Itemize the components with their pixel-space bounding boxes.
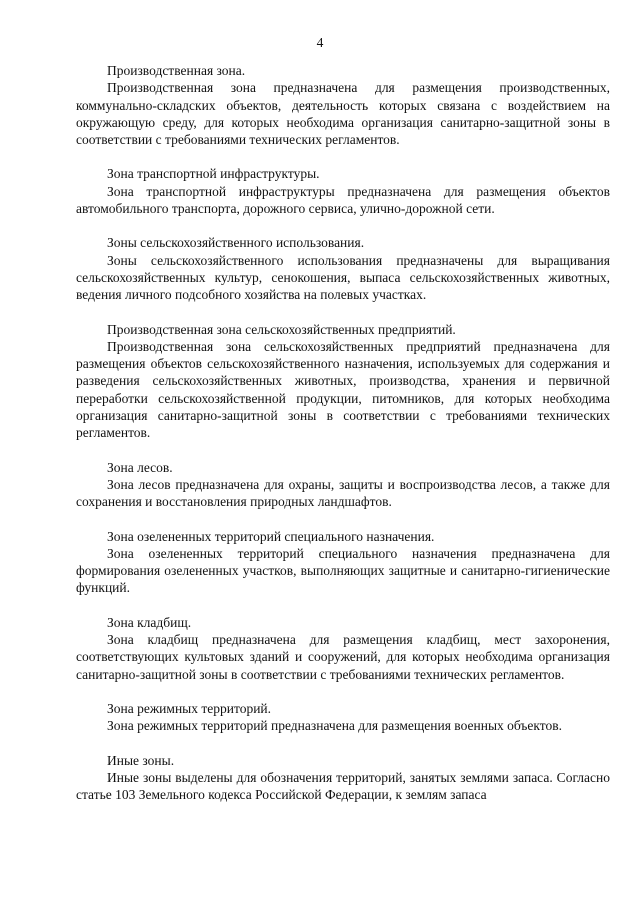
section-text: Зона транспортной инфраструктуры предназначена для размещения объектов автомобильного транспорта, дорожного сервиса, улично-дорожной сети.: [76, 183, 610, 217]
section-heading: Зона озелененных территорий специального назначения.: [107, 528, 435, 544]
section-heading: Зоны сельскохозяйственного использования.: [107, 235, 365, 251]
section-heading: Зона лесов.: [107, 459, 173, 475]
section-text: Зона озелененных территорий специального назначения предназначена для формирования озелененных участков, выполняющих защитные и санитарно-гигиенические функций.: [76, 545, 610, 596]
section-heading: Зона кладбищ.: [107, 614, 192, 630]
section-green-zone: [76, 528, 610, 597]
section-restricted-zone: [76, 700, 610, 735]
section-text: Производственная зона сельскохозяйственных предприятий предназначена для размещения объектов сельскохозяйственного назначения, используемых для содержания и разведения сельскохозяйственных животных, производства, хранения и первичной переработки сельскохозяйственной продукции, питомников, для которых необходима организация санитарно-защитной зоны в соответствии с требованиями технических регламентов.: [76, 338, 610, 441]
section-cemetery-zone: [76, 614, 610, 683]
section-heading: Производственная зона.: [107, 63, 246, 78]
section-text: Зона режимных территорий предназначена для размещения военных объектов.: [107, 718, 562, 734]
section-heading: Зона режимных территорий.: [107, 700, 272, 716]
section-forest-zone: [76, 459, 610, 511]
section-heading: Производственная зона сельскохозяйственных предприятий.: [107, 321, 456, 337]
section-text: Зоны сельскохозяйственного использования предназначены для выращивания сельскохозяйственных культур, сенокошения, выпаса сельскохозяйственных животных, ведения личного подсобного хозяйства на полевых участках.: [76, 252, 610, 303]
section-heading: Иные зоны.: [107, 752, 175, 768]
section-agricultural-enterprises-zone: [76, 321, 610, 442]
section-text: Производственная зона предназначена для размещения производственных, коммунально-складских объектов, деятельность которых связана с воздействием на окружающую среду, для которых необходима организация санитарно-защитной зоны в соответствии с требованиями технических регламентов.: [76, 80, 610, 148]
document-body: [76, 62, 610, 820]
section-text: Иные зоны выделены для обозначения территорий, занятых землями запаса. Согласно статье 103 Земельного кодекса Российской Федерации, к землям запаса: [76, 769, 610, 803]
section-text: Зона кладбищ предназначена для размещения кладбищ, мест захоронения, соответствующих культовых зданий и сооружений, для которых необходима организация санитарно-защитной зоны в соответствии с требованиями технических регламентов.: [76, 632, 610, 682]
page-number: 4: [316, 35, 324, 50]
section-heading: Зона транспортной инфраструктуры.: [107, 166, 320, 182]
section-other-zones: [76, 752, 610, 804]
section-agricultural-zone: [76, 234, 610, 303]
section-production-zone: [76, 62, 610, 148]
section-text: Зона лесов предназначена для охраны, защиты и воспроизводства лесов, а также для сохранения и восстановления природных ландшафтов.: [76, 476, 610, 510]
section-transport-zone: [76, 165, 610, 217]
